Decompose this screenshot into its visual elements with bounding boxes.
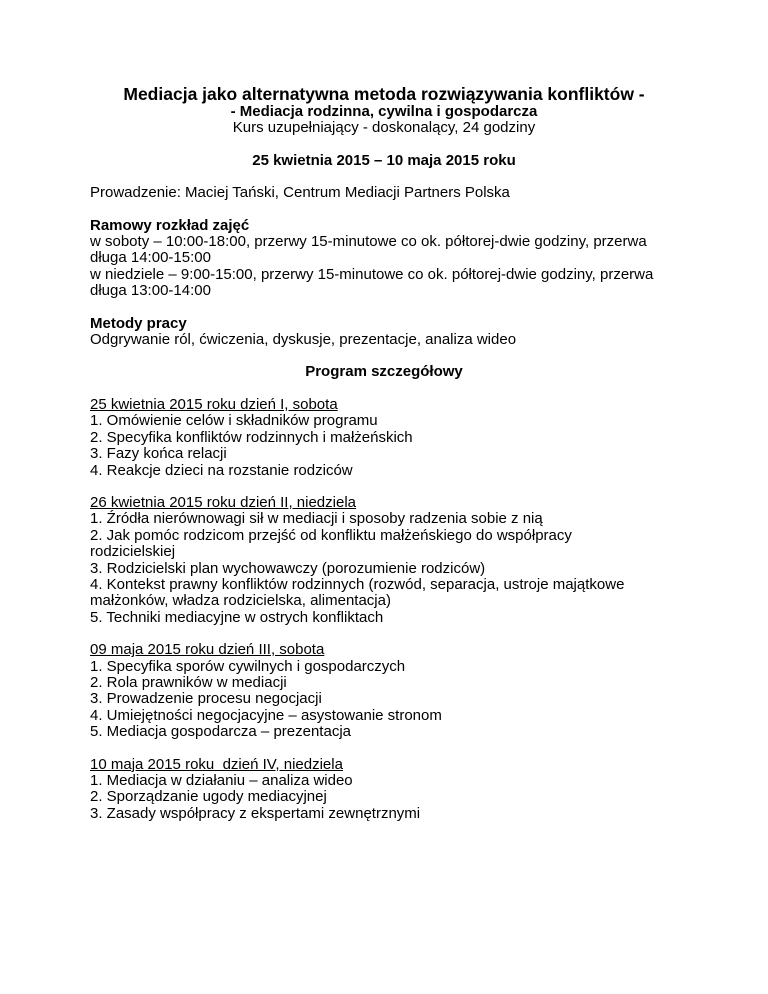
document-subtitle: - Mediacja rodzinna, cywilna i gospodarcza (230, 103, 538, 120)
program-item: 5. Techniki mediacyjne w ostrych konfliktach (90, 608, 384, 626)
methods-heading: Metody pracy (90, 314, 187, 332)
methods-section (90, 316, 678, 349)
program-item: 2. Specyfika konfliktów rodzinnych i małżeńskich (90, 428, 413, 446)
program-item: 3. Zasady współpracy z ekspertami zewnętrznymi (90, 804, 421, 822)
schedule-line: w niedziele – 9:00-15:00, przerwy 15-minutowe co ok. półtorej-dwie godziny, przerwa (90, 265, 654, 283)
day-title: 09 maja 2015 roku dzień III, sobota (90, 641, 325, 659)
program-item: 4. Reakcje dzieci na rozstanie rodziców (90, 461, 353, 479)
program-item: 4. Umiejętności negocjacyjne – asystowanie stronom (90, 706, 442, 724)
program-day-1 (90, 397, 678, 479)
program-item: 1. Specyfika sporów cywilnych i gospodarczych (90, 657, 406, 675)
document-title: Mediacja jako alternatywna metoda rozwiązywania konfliktów - (123, 84, 645, 104)
program-heading: Program szczegółowy (305, 363, 463, 381)
schedule-line: długa 13:00-14:00 (90, 282, 211, 300)
schedule-heading: Ramowy rozkład zajęć (90, 216, 250, 234)
program-item: 2. Sporządzanie ugody mediacyjnej (90, 788, 327, 806)
program-item: 3. Rodzicielski plan wychowawczy (porozumienie rodziców) (90, 559, 486, 577)
program-item: 2. Rola prawników w mediacji (90, 673, 287, 691)
course-dates: 25 kwietnia 2015 – 10 maja 2015 roku (252, 151, 516, 169)
schedule-line: długa 14:00-15:00 (90, 249, 211, 267)
program-item: 2. Jak pomóc rodzicom przejść od konfliktu małżeńskiego do współpracy (90, 526, 572, 544)
program-item: 5. Mediacja gospodarcza – prezentacja (90, 723, 351, 741)
methods-text: Odgrywanie ról, ćwiczenia, dyskusje, prezentacje, analiza wideo (90, 331, 517, 349)
program-item: 1. Omówienie celów i składników programu (90, 412, 378, 430)
day-title: 10 maja 2015 roku dzień IV, niedziela (90, 755, 343, 773)
document-header (90, 84, 678, 169)
program-item: 1. Źródła nierównowagi sił w mediacji i sposoby radzenia sobie z nią (90, 510, 543, 528)
schedule-line: w soboty – 10:00-18:00, przerwy 15-minutowe co ok. półtorej-dwie godziny, przerwa (90, 233, 647, 251)
instructor-line: Prowadzenie: Maciej Tański, Centrum Mediacji Partners Polska (90, 184, 510, 202)
program-item: rodzicielskiej (90, 543, 176, 561)
program-item: małżonków, władza rodzicielska, alimentacja) (90, 592, 391, 610)
schedule-section (90, 218, 678, 300)
program-item: 3. Fazy końca relacji (90, 445, 227, 463)
program-item: 4. Kontekst prawny konfliktów rodzinnych (rozwód, separacja, ustroje majątkowe (90, 575, 625, 593)
day-title: 26 kwietnia 2015 roku dzień II, niedziela (90, 493, 357, 511)
program-item: 1. Mediacja w działaniu – analiza wideo (90, 772, 353, 789)
program-day-3 (90, 642, 678, 740)
day-title: 25 kwietnia 2015 roku dzień I, sobota (90, 395, 338, 413)
program-item: 3. Prowadzenie procesu negocjacji (90, 690, 322, 708)
program-day-2 (90, 495, 678, 626)
program-day-4 (90, 757, 678, 823)
course-description: Kurs uzupełniający - doskonalący, 24 godziny (232, 119, 536, 137)
